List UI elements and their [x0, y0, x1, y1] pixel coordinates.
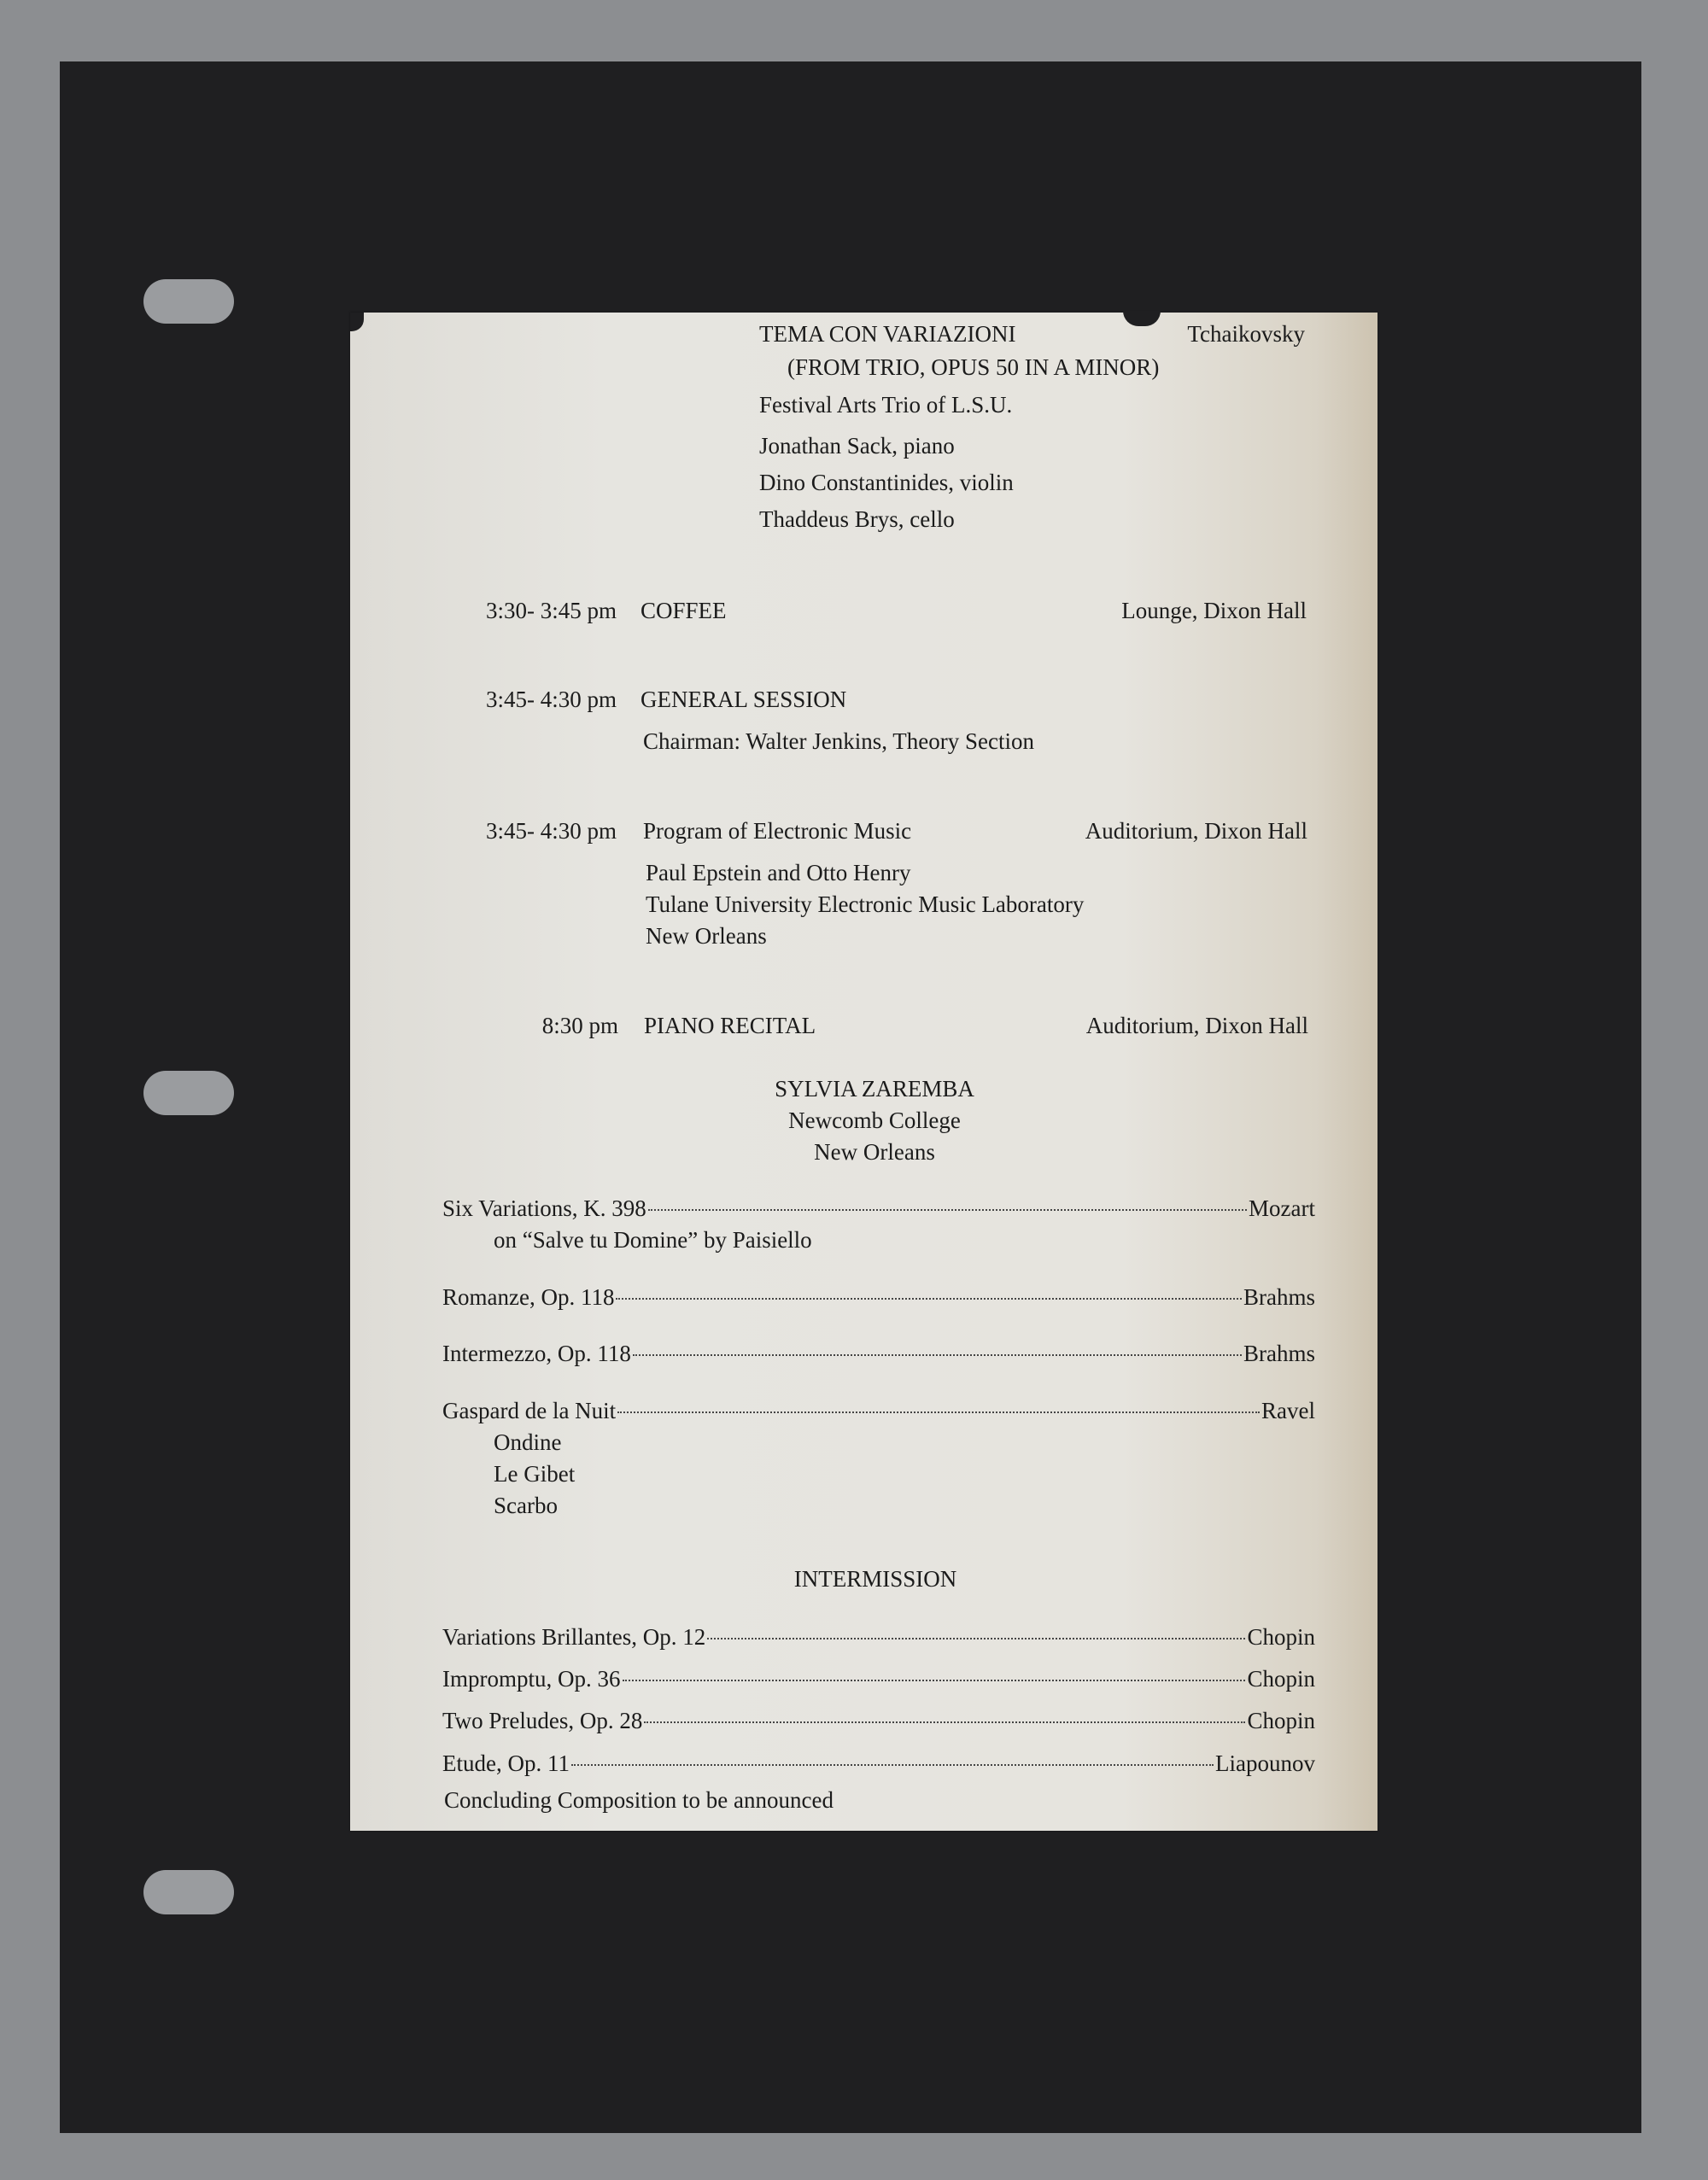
movement: Le Gibet: [494, 1461, 576, 1487]
piece-composer: Chopin: [1247, 1624, 1315, 1650]
binder-hole: [143, 1870, 234, 1914]
piece-title: Impromptu, Op. 36: [442, 1666, 621, 1692]
schedule-time: 3:45- 4:30 pm: [486, 687, 617, 712]
schedule-time: 3:45- 4:30 pm: [486, 818, 617, 844]
piece-composer: Mozart: [1249, 1195, 1315, 1221]
piece-title: Romanze, Op. 118: [442, 1284, 615, 1310]
leader-dots: [644, 1721, 1245, 1723]
schedule-event: PIANO RECITAL: [644, 1013, 816, 1038]
recital-affiliation: Newcomb College: [788, 1108, 961, 1133]
schedule-time: 3:30- 3:45 pm: [486, 598, 617, 623]
movement: Scarbo: [494, 1493, 558, 1518]
piece-title: Six Variations, K. 398: [442, 1195, 646, 1221]
schedule-event: GENERAL SESSION: [640, 687, 847, 712]
schedule-event: COFFEE: [640, 598, 727, 623]
movement: Ondine: [494, 1429, 562, 1455]
performer-violin: Dino Constantinides, violin: [759, 470, 1014, 495]
performer-piano: Jonathan Sack, piano: [759, 433, 955, 459]
program-sheet: [350, 313, 1378, 1831]
schedule-detail: Tulane University Electronic Music Laboratory: [646, 891, 1085, 917]
leader-dots: [623, 1680, 1246, 1681]
program-row: [442, 1195, 1315, 1222]
piece-composer: Brahms: [1243, 1341, 1315, 1366]
piece-composer: Ravel: [1261, 1398, 1315, 1423]
program-row: [442, 1284, 1315, 1311]
piece-composer: Chopin: [1247, 1708, 1315, 1733]
schedule-location: Auditorium, Dixon Hall: [1085, 1013, 1308, 1038]
program-row: [442, 1624, 1315, 1651]
trio-composer: Tchaikovsky: [1187, 321, 1305, 347]
schedule-location: Auditorium, Dixon Hall: [1085, 818, 1307, 844]
torn-edge: [1123, 311, 1161, 326]
program-row: [442, 1750, 1315, 1777]
binder-hole: [143, 279, 234, 324]
schedule-detail: New Orleans: [646, 923, 767, 949]
piece-title: Intermezzo, Op. 118: [442, 1341, 631, 1366]
intermission-heading: INTERMISSION: [793, 1566, 957, 1592]
torn-corner: [350, 313, 364, 331]
piece-composer: Liapounov: [1215, 1750, 1315, 1776]
binder-hole: [143, 1071, 234, 1115]
leader-dots: [617, 1411, 1260, 1413]
schedule-event: Program of Electronic Music: [643, 818, 912, 844]
schedule-time: 8:30 pm: [541, 1013, 618, 1038]
piece-composer: Brahms: [1243, 1284, 1315, 1310]
program-row: [442, 1666, 1315, 1692]
piece-title: Etude, Op. 11: [442, 1750, 570, 1776]
schedule-location: Lounge, Dixon Hall: [1121, 598, 1307, 623]
leader-dots: [633, 1354, 1242, 1356]
program-row: [442, 1708, 1315, 1734]
recital-city: New Orleans: [814, 1139, 935, 1165]
performer-cello: Thaddeus Brys, cello: [759, 506, 955, 532]
trio-ensemble: Festival Arts Trio of L.S.U.: [759, 392, 1013, 418]
program-row: [442, 1398, 1315, 1424]
piece-title: Two Preludes, Op. 28: [442, 1708, 643, 1733]
trio-subtitle: (FROM TRIO, OPUS 50 IN A MINOR): [787, 354, 1160, 380]
closing-note: Concluding Composition to be announced: [444, 1787, 834, 1813]
schedule-detail: Paul Epstein and Otto Henry: [646, 860, 911, 885]
piece-subtitle: on “Salve tu Domine” by Paisiello: [494, 1227, 812, 1253]
leader-dots: [648, 1209, 1247, 1211]
piece-title: Gaspard de la Nuit: [442, 1398, 617, 1423]
leader-dots: [707, 1638, 1245, 1639]
leader-dots: [571, 1764, 1214, 1766]
schedule-detail: Chairman: Walter Jenkins, Theory Section: [643, 728, 1034, 754]
leader-dots: [616, 1298, 1242, 1300]
trio-title: TEMA CON VARIAZIONI: [759, 321, 1016, 347]
recital-performer: SYLVIA ZAREMBA: [775, 1076, 974, 1102]
piece-composer: Chopin: [1247, 1666, 1315, 1692]
program-row: [442, 1341, 1315, 1367]
piece-title: Variations Brillantes, Op. 12: [442, 1624, 706, 1650]
